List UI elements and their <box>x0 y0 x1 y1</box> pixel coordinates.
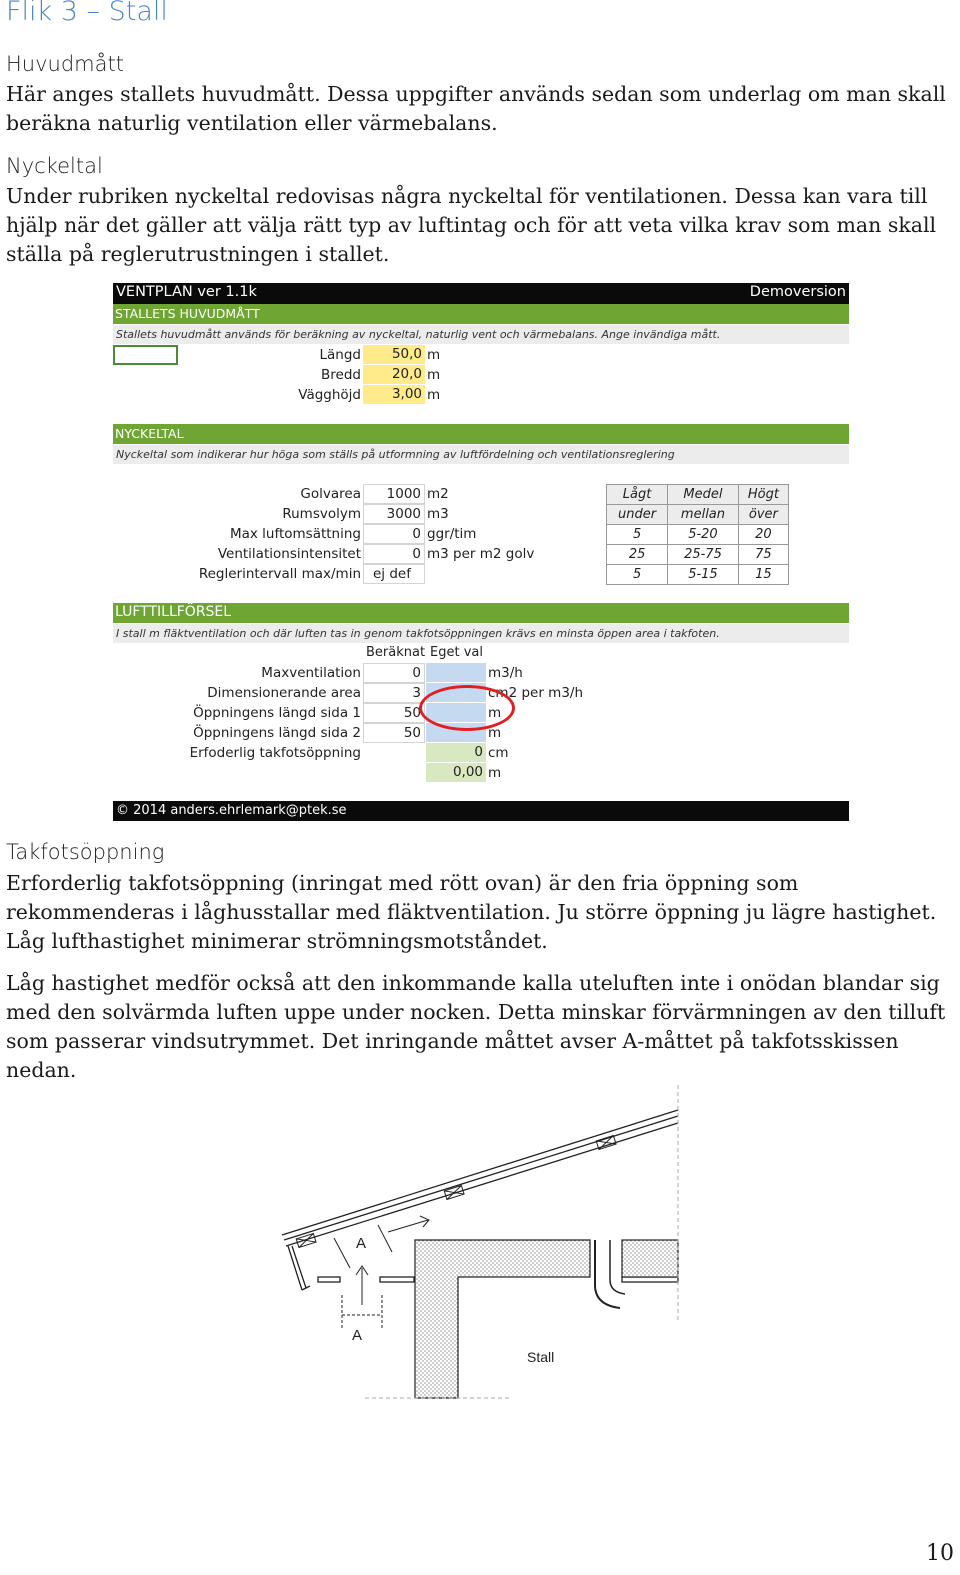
dim-unit: m <box>427 347 441 363</box>
key-label: Golvarea <box>300 486 361 502</box>
table-row <box>607 565 789 585</box>
paragraph-huvudmatt: Här anges stallets huvudmått. Dessa uppgifter används sedan som underlag om man skall beräkna naturlig ventilation eller värmebalans. <box>6 82 946 135</box>
dim-unit: m <box>427 367 441 383</box>
table-cell: 5-15 <box>668 565 739 585</box>
air-label: Maxventilation <box>261 665 361 681</box>
section-header-nyckeltal <box>113 424 849 444</box>
paragraph-takfots-1: Erforderlig takfotsöppning (inringat med rött ovan) är den fria öppning som rekommenderas i låghusstallar med fläktventilation. Ju större öppning ju lägre hastighet. Låg lufthastighet minimerar strömningsmotståndet. <box>6 871 937 953</box>
result-cm-unit: cm <box>488 745 509 761</box>
section-title: LUFTTILLFÖRSEL <box>115 604 232 620</box>
table-header: mellan <box>668 505 739 525</box>
dim-value-input[interactable]: 3,00 <box>363 385 425 405</box>
table-cell: 5 <box>607 565 668 585</box>
selected-cell[interactable] <box>113 345 178 365</box>
key-label: Reglerintervall max/min <box>198 566 361 582</box>
air-label: Erfoderlig takfotsöppning <box>189 745 361 761</box>
page-number: 10 <box>926 1541 954 1566</box>
eaves-sketch <box>270 1080 690 1410</box>
table-header: över <box>738 505 788 525</box>
air-calc-value: 50 <box>363 703 425 723</box>
air-unit: m <box>488 725 502 741</box>
key-label: Rumsvolym <box>282 506 361 522</box>
air-unit: m3/h <box>488 665 523 681</box>
ceiling <box>318 1277 678 1282</box>
paragraph-takfots-2: Låg hastighet medför också att den inkommande kalla uteluften inte i onödan blandar sig med den solvärmda luften uppe under nocken. Detta minskar förvärmningen av den tilluft som passerar vindsutrymmet. Det inringande måttet avser A-måttet på takfotsskissen nedan. <box>6 971 946 1082</box>
table-cell: 15 <box>738 565 788 585</box>
table-row <box>607 525 789 545</box>
air-calc-value: 50 <box>363 723 425 743</box>
heading-nyckeltal: Nyckeltal <box>6 154 103 178</box>
key-value: 3000 <box>363 504 425 524</box>
dim-unit: m <box>427 387 441 403</box>
app-title: VENTPLAN ver 1.1k <box>116 284 257 300</box>
result-m-unit: m <box>488 765 502 781</box>
air-label: Öppningens längd sida 1 <box>193 705 361 721</box>
table-header: Högt <box>738 485 788 505</box>
dim-label: Vägghöjd <box>298 387 361 403</box>
column-header-own-choice: Eget val <box>430 645 483 660</box>
section-note: Nyckeltal som indikerar hur höga som ställs på utformning av luftfördelning och ventilationsreglering <box>113 445 849 464</box>
key-value: ej def <box>363 564 425 584</box>
key-value: 1000 <box>363 484 425 504</box>
key-unit: m2 <box>427 486 449 502</box>
section-header-huvudmatt <box>113 304 849 324</box>
result-m-value: 0,00 <box>426 763 486 783</box>
air-unit: cm2 per m3/h <box>488 685 584 701</box>
key-unit: ggr/tim <box>427 526 477 542</box>
stall-wall-right <box>622 1240 678 1277</box>
label-stall: Stall <box>527 1349 555 1365</box>
table-cell: 5-20 <box>668 525 739 545</box>
dim-value-input[interactable]: 50,0 <box>363 345 425 365</box>
key-value: 0 <box>363 544 425 564</box>
ventplan-spreadsheet <box>113 283 849 821</box>
table-cell: 25 <box>607 545 668 565</box>
sheet-titlebar <box>113 283 849 304</box>
table-header: Lågt <box>607 485 668 505</box>
air-unit: m <box>488 705 502 721</box>
table-cell: 5 <box>607 525 668 545</box>
section-note: I stall m fläktventilation och där luften tas in genom takfotsöppningen krävs en minsta öppen area i takfoten. <box>113 624 849 643</box>
roof-battens <box>296 1135 616 1247</box>
reference-table <box>606 484 789 585</box>
label-a-bottom: A <box>352 1327 363 1344</box>
demo-label: Demoversion <box>749 284 846 300</box>
section-note: Stallets huvudmått används för beräkning av nyckeltal, naturlig vent och värmebalans. Ange invändiga mått. <box>113 325 849 344</box>
table-header: under <box>607 505 668 525</box>
key-unit: m3 <box>427 506 449 522</box>
section-header-lufttillforsel <box>113 603 849 623</box>
air-own-input[interactable] <box>426 663 486 683</box>
table-cell: 20 <box>738 525 788 545</box>
section-title: NYCKELTAL <box>115 426 184 441</box>
stall-wall <box>415 1240 590 1398</box>
column-header-calculated: Beräknat <box>366 645 426 660</box>
key-label: Max luftomsättning <box>229 526 361 542</box>
copyright-text: © 2014 anders.ehrlemark@ptek.se <box>116 803 347 818</box>
table-header: Medel <box>668 485 739 505</box>
key-unit: m3 per m2 golv <box>427 546 535 562</box>
air-label: Dimensionerande area <box>207 685 361 701</box>
dim-label: Bredd <box>321 367 361 383</box>
table-cell: 25-75 <box>668 545 739 565</box>
air-label: Öppningens längd sida 2 <box>193 725 361 741</box>
heading-huvudmatt: Huvudmått <box>6 52 124 76</box>
air-calc-value: 0 <box>363 663 425 683</box>
key-value: 0 <box>363 524 425 544</box>
result-cm-value: 0 <box>426 743 486 763</box>
duct <box>595 1240 620 1308</box>
table-row <box>607 545 789 565</box>
paragraph-nyckeltal: Under rubriken nyckeltal redovisas några nyckeltal för ventilationen. Dessa kan vara till hjälp när det gäller att välja rätt typ av luftintag och för att veta vilka krav som man skall ställa på reglerutrustningen i stallet. <box>6 184 937 266</box>
section-title: STALLETS HUVUDMÅTT <box>115 306 260 321</box>
air-calc-value: 3 <box>363 683 425 703</box>
heading-takfotsoppning: Takfotsöppning <box>6 840 165 864</box>
dim-label: Längd <box>319 347 361 363</box>
table-cell: 75 <box>738 545 788 565</box>
highlight-circle <box>419 685 515 731</box>
page-title: Flik 3 – Stall <box>6 0 168 27</box>
key-label: Ventilationsintensitet <box>217 546 361 562</box>
label-a-top: A <box>356 1235 367 1252</box>
dim-value-input[interactable]: 20,0 <box>363 365 425 385</box>
sheet-footer <box>113 801 849 821</box>
